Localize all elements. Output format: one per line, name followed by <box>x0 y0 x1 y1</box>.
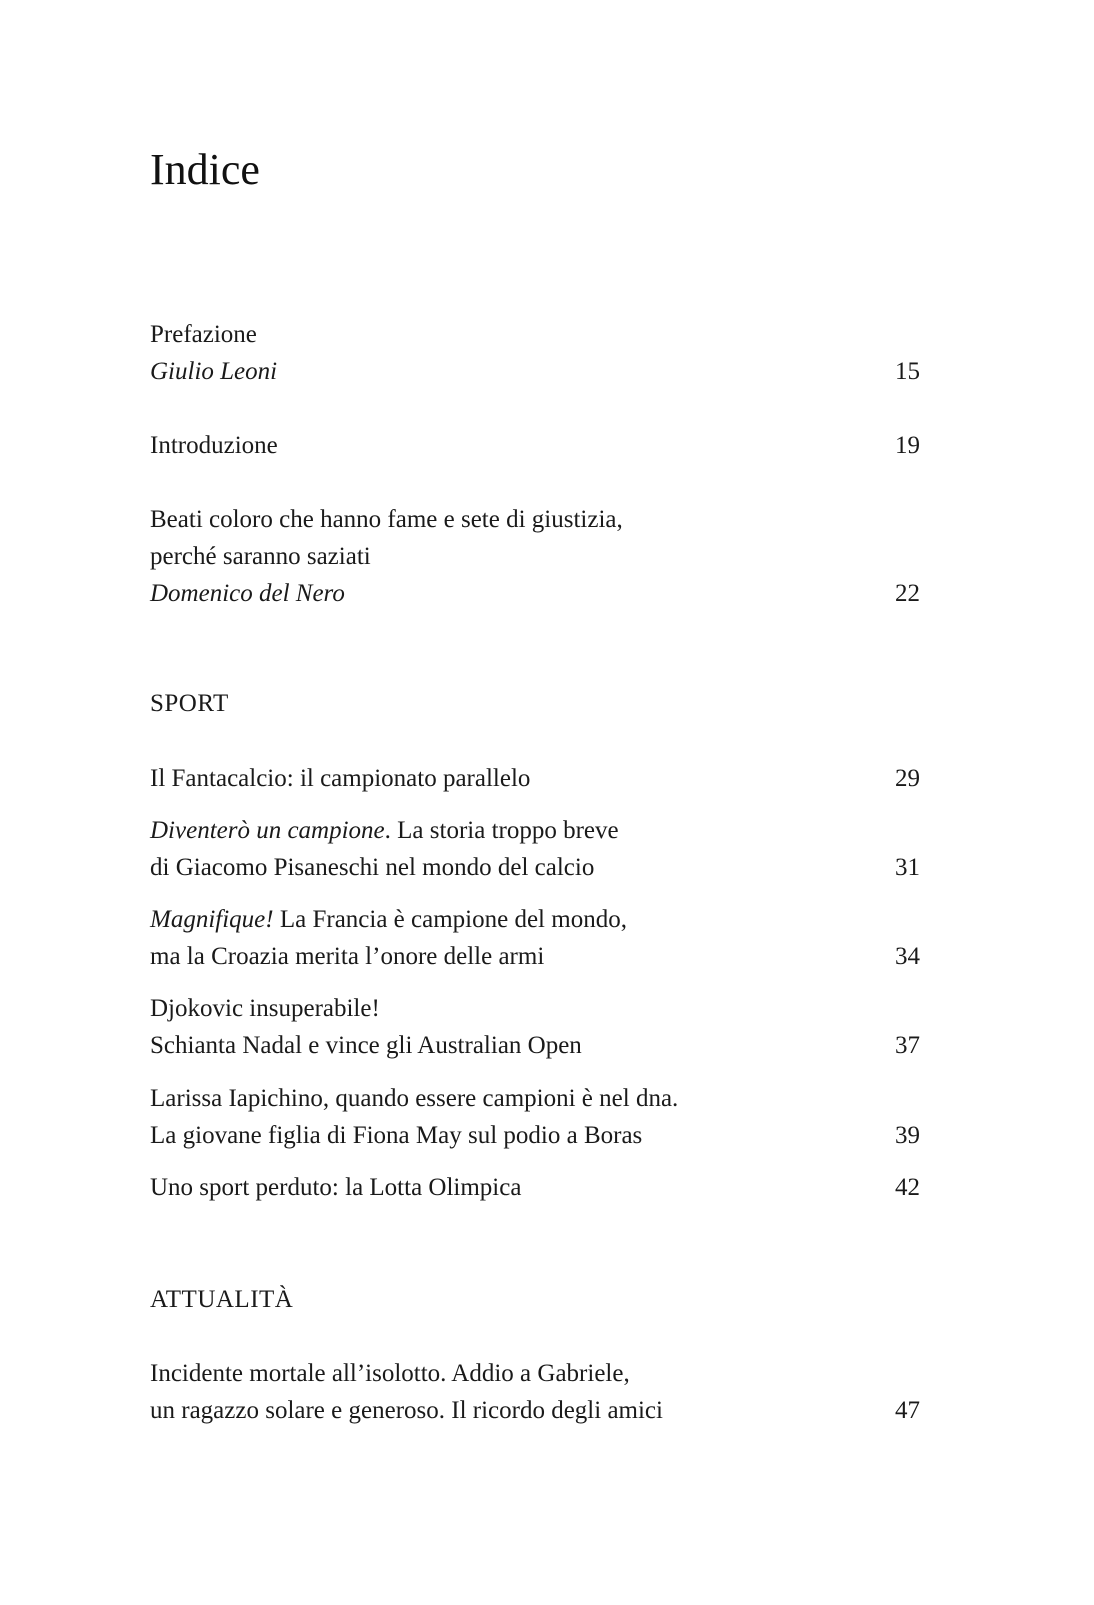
entry-title-rest: La Francia è campione del mondo, <box>273 906 627 933</box>
toc-entry-campione[interactable] <box>150 812 920 886</box>
entry-page-number: 22 <box>895 580 920 607</box>
section-heading-attualita: ATTUALITÀ <box>150 1286 294 1313</box>
toc-entry-isolotto[interactable] <box>150 1355 920 1429</box>
entry-title-line-2: La giovane figlia di Fiona May sul podio a Boras <box>150 1122 643 1149</box>
entry-title-line-1 <box>150 812 920 849</box>
entry-title-line-1: Larissa Iapichino, quando essere campioni è nel dna. <box>150 1085 679 1112</box>
entry-title-rest: . La storia troppo breve <box>384 817 619 844</box>
page-title: Indice <box>150 145 260 194</box>
toc-entry-iapichino[interactable] <box>150 1080 920 1154</box>
entry-page-number: 39 <box>895 1122 920 1149</box>
toc-entry-introduzione[interactable] <box>150 427 920 464</box>
toc-entry-magnifique[interactable] <box>150 901 920 975</box>
entry-page-number: 34 <box>895 943 920 970</box>
entry-author: Giulio Leoni <box>150 358 278 385</box>
entry-title: Prefazione <box>150 321 257 348</box>
entry-page-number: 19 <box>895 432 920 459</box>
entry-title-line-1: Beati coloro che hanno fame e sete di giustizia, <box>150 506 623 533</box>
entry-title-line-1 <box>150 901 920 938</box>
entry-page-number: 42 <box>895 1174 920 1201</box>
entry-title-line-2: di Giacomo Pisaneschi nel mondo del calcio <box>150 854 595 881</box>
entry-title-line-2: Schianta Nadal e vince gli Australian Open <box>150 1032 582 1059</box>
entry-page-number: 15 <box>895 358 920 385</box>
entry-title-italic: Magnifique! <box>150 906 274 933</box>
entry-page-number: 29 <box>895 765 920 792</box>
entry-title: Uno sport perduto: la Lotta Olimpica <box>150 1174 522 1201</box>
entry-title: Il Fantacalcio: il campionato parallelo <box>150 765 531 792</box>
entry-author: Domenico del Nero <box>150 580 345 607</box>
toc-entry-djokovic[interactable] <box>150 990 920 1064</box>
entry-page-number: 31 <box>895 854 920 881</box>
entry-title-line-2: ma la Croazia merita l’onore delle armi <box>150 943 545 970</box>
entry-title-line-2: un ragazzo solare e generoso. Il ricordo degli amici <box>150 1397 663 1424</box>
toc-entry-prefazione[interactable] <box>150 316 920 390</box>
entry-title-italic: Diventerò un campione <box>150 817 385 844</box>
entry-title-line-1: Incidente mortale all’isolotto. Addio a Gabriele, <box>150 1360 630 1387</box>
toc-entry-fantacalcio[interactable] <box>150 760 920 797</box>
section-heading-sport: SPORT <box>150 690 229 717</box>
toc-entry-lotta-olimpica[interactable] <box>150 1169 920 1206</box>
entry-title: Introduzione <box>150 432 278 459</box>
entry-title-line-1: Djokovic insuperabile! <box>150 995 380 1022</box>
entry-page-number: 37 <box>895 1032 920 1059</box>
toc-entry-beati[interactable] <box>150 501 920 612</box>
entry-page-number: 47 <box>895 1397 920 1424</box>
entry-title-line-2: perché saranno saziati <box>150 543 371 570</box>
